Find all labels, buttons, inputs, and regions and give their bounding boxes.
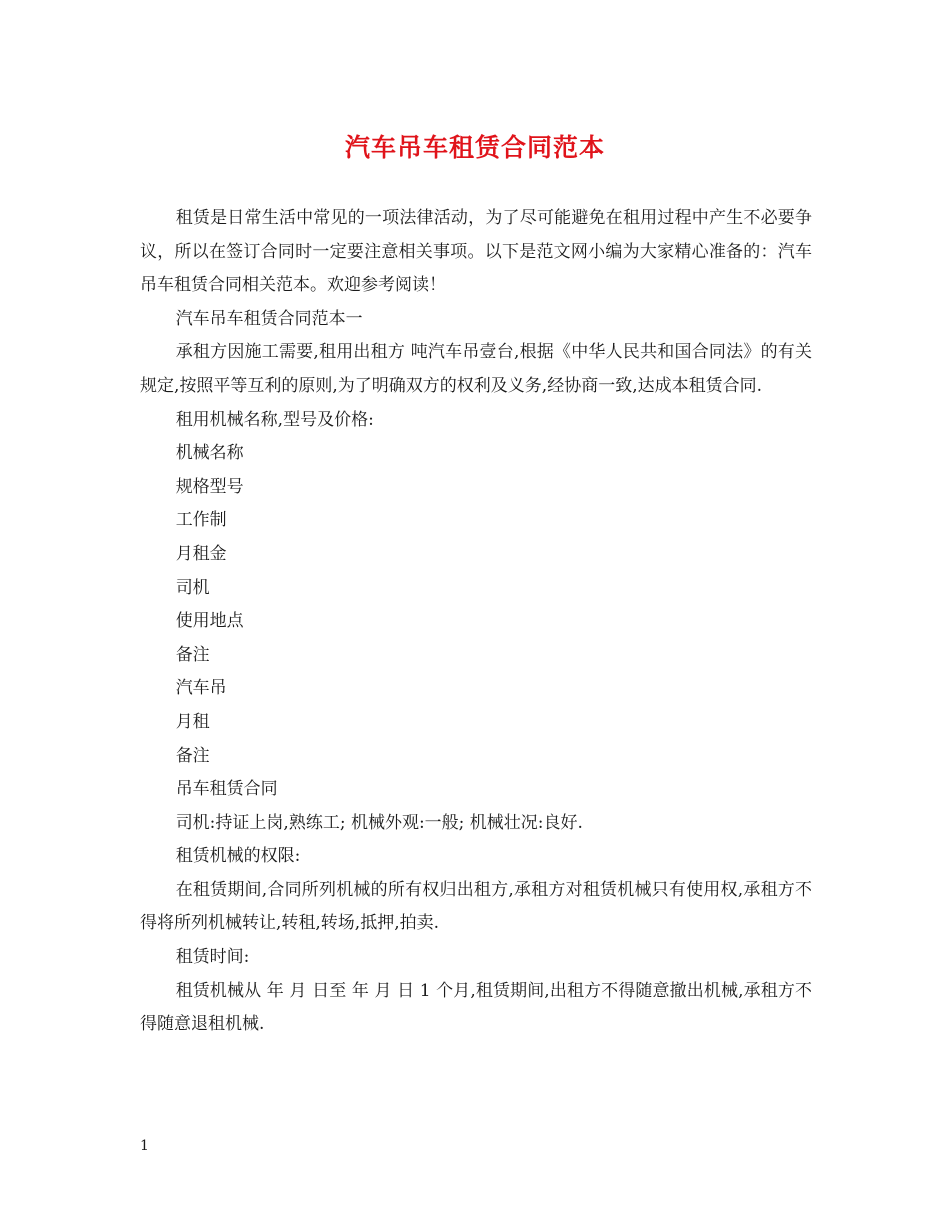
paragraph-ownership: 在租赁期间,合同所列机械的所有权归出租方,承租方对租赁机械只有使用权,承租方不得将所列机械转让,转租,转场,抵押,拍卖. (140, 879, 812, 934)
paragraph-term: 租赁机械从 年 月 日至 年 月 日 1 个月,租赁期间,出租方不得随意撤出机械,承租方不得随意退租机械. (140, 980, 812, 1035)
paragraph-machine-name: 机械名称 (175, 443, 244, 464)
paragraph-monthly: 月租 (175, 711, 210, 732)
document-body (140, 202, 812, 1042)
document-title: 汽车吊车租赁合同范本 (344, 133, 605, 162)
paragraph-remarks-2: 备注 (175, 745, 210, 766)
paragraph-term-heading: 租赁时间: (175, 947, 250, 968)
paragraph-heading-sample-one: 汽车吊车租赁合同范本一 (175, 308, 363, 329)
paragraph-rights-heading: 租赁机械的权限: (175, 846, 301, 867)
paragraph-spec-model: 规格型号 (175, 476, 244, 497)
paragraph-monthly-rent: 月租金 (175, 543, 227, 564)
paragraph-rental-purpose: 承租方因施工需要,租用出租方 吨汽车吊壹台,根据《中华人民共和国合同法》的有关规定,按照平等互利的原则,为了明确双方的权利及义务,经协商一致,达成本租赁合同. (140, 342, 812, 396)
paragraph-truck-crane: 汽车吊 (175, 678, 227, 699)
paragraph-location: 使用地点 (175, 611, 244, 632)
page-number: 1 (140, 1138, 149, 1154)
paragraph-work-schedule: 工作制 (175, 510, 227, 531)
paragraph-intro: 租赁是日常生活中常见的一项法律活动，为了尽可能避免在租用过程中产生不必要争议，所以在签订合同时一定要注意相关事项。以下是范文网小编为大家精心准备的：汽车吊车租赁合同相关范本。欢迎参考阅读！ (140, 208, 812, 296)
paragraph-driver: 司机 (175, 577, 210, 598)
paragraph-machine-info-heading: 租用机械名称,型号及价格: (175, 409, 374, 430)
paragraph-remarks: 备注 (175, 644, 210, 665)
paragraph-driver-conditions: 司机:持证上岗,熟练工; 机械外观:一般; 机械壮况:良好. (175, 812, 583, 833)
paragraph-crane-contract: 吊车租赁合同 (175, 779, 278, 800)
